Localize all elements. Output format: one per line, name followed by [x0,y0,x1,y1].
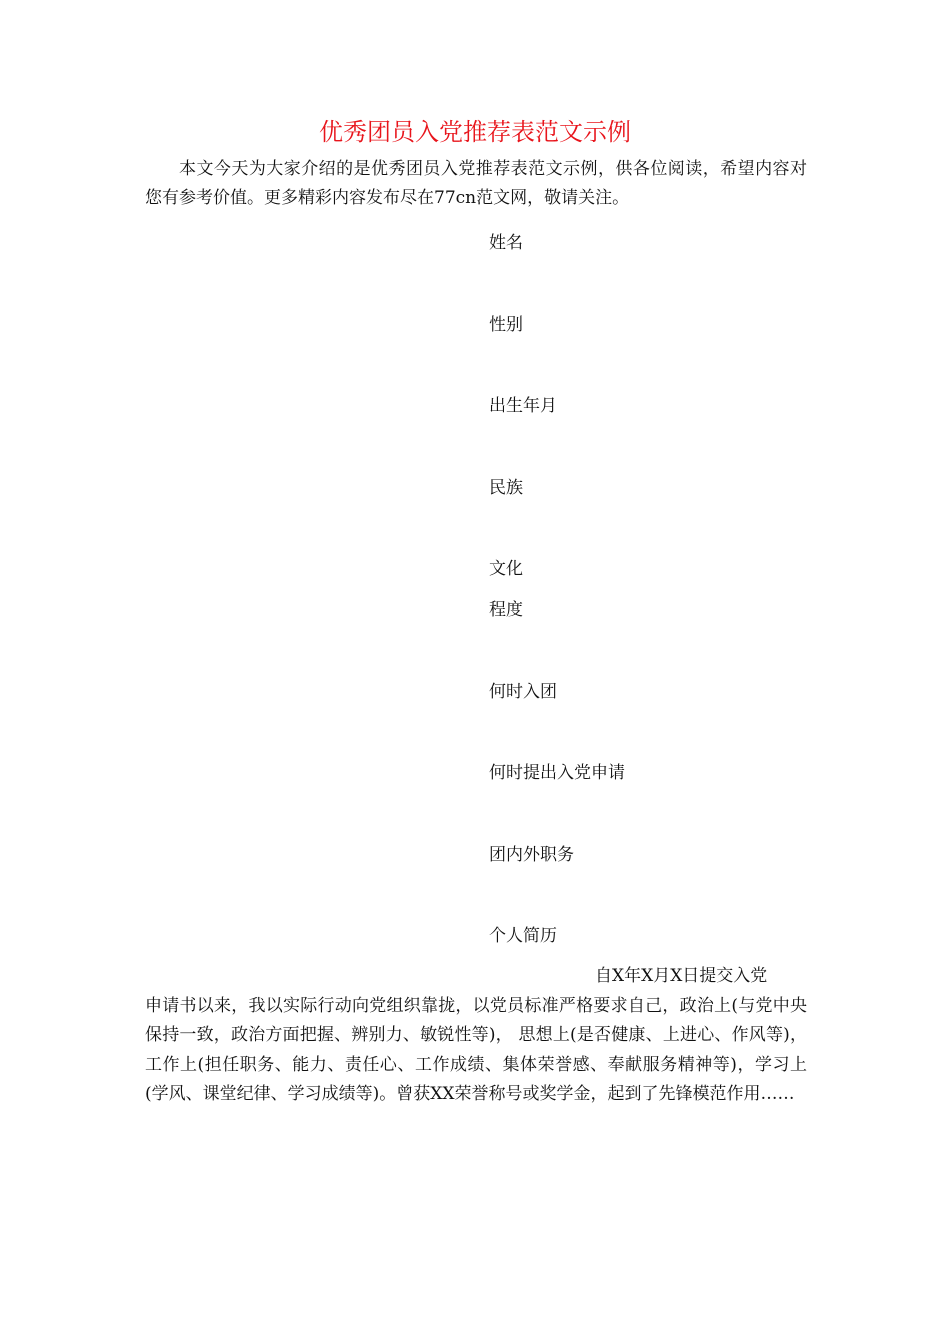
resume-paragraph [145,962,807,1110]
field-label-league-join: 何时入团 [489,682,557,702]
field-label-gender: 性别 [489,315,523,335]
field-label-education-line2: 程度 [489,600,523,620]
resume-body-text: 申请书以来，我以实际行动向党组织靠拢，以党员标准严格要求自己，政治上(与党中央保持一致，政治方面把握、辨别力、敏锐性等)， 思想上(是否健康、上进心、作风等)，工作上(担任职务、能力、责任心、工作成绩、集体荣誉感、奉献服务精神等)，学习上(学风、课堂纪律、学习成绩等)。曾获XX荣誉称号或奖学金，起到了先锋模范作用…… [145,995,807,1104]
document-title: 优秀团员入党推荐表范文示例 [319,118,631,146]
field-label-birth: 出生年月 [489,396,557,416]
field-label-positions: 团内外职务 [489,845,574,865]
field-label-name: 姓名 [489,233,523,253]
field-label-ethnicity: 民族 [489,478,523,498]
intro-paragraph: 本文今天为大家介绍的是优秀团员入党推荐表范文示例，供各位阅读，希望内容对您有参考价值。更多精彩内容发布尽在77cn范文网，敬请关注。 [145,159,807,208]
field-label-party-apply: 何时提出入党申请 [489,763,625,783]
resume-lead-text: 自X年X月X日提交入党 [595,966,768,986]
field-label-education-line1: 文化 [489,559,523,579]
field-label-resume: 个人简历 [489,926,557,946]
